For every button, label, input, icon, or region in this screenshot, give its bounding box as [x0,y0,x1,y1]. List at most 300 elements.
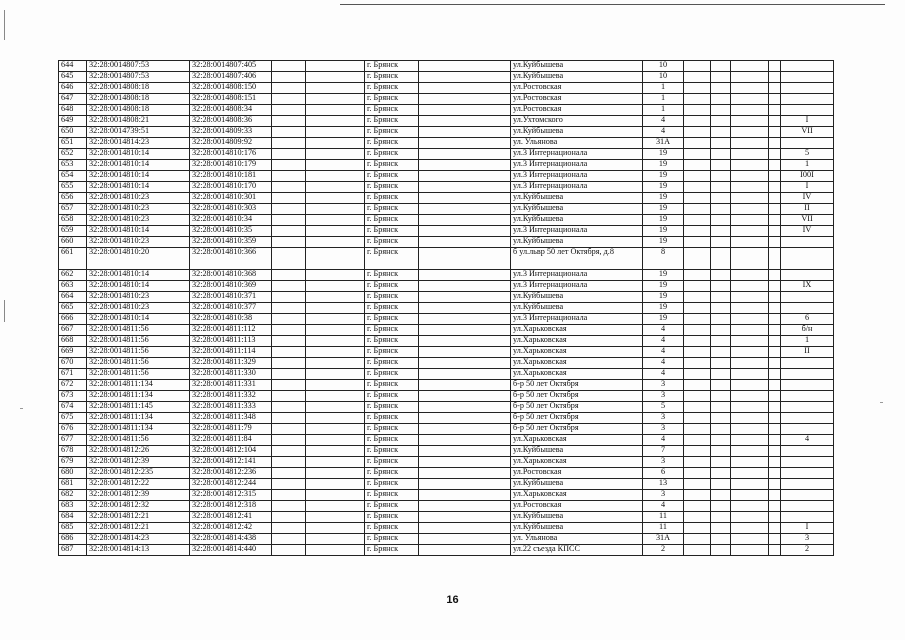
empty-cell [272,468,306,479]
street-cell: ул.Харьковская [511,457,643,468]
empty-cell [711,237,731,248]
house-cell: 3 [643,391,684,402]
house-cell: 31А [643,138,684,149]
empty-cell [419,512,511,523]
table-row [59,402,834,413]
register-table [58,60,834,556]
empty-cell [769,391,781,402]
land-plot-number-cell: 32:28:0014810:23 [87,237,190,248]
table-row [59,105,834,116]
empty-cell [711,435,731,446]
land-plot-number-cell: 32:28:0014814:23 [87,534,190,545]
house-cell: 19 [643,303,684,314]
object-number-cell: 32:28:0014812:141 [190,457,272,468]
street-cell: ул.Харьковская [511,435,643,446]
scan-speck [880,402,883,403]
empty-cell [731,270,769,281]
row-number-cell: 674 [59,402,87,413]
land-plot-number-cell: 32:28:0014808:21 [87,116,190,127]
apartment-cell: II [781,204,834,215]
row-number-cell: 653 [59,160,87,171]
row-number-cell: 665 [59,303,87,314]
empty-cell [272,105,306,116]
row-number-cell: 685 [59,523,87,534]
land-plot-number-cell: 32:28:0014808:18 [87,83,190,94]
table-row [59,204,834,215]
empty-cell [769,380,781,391]
street-cell: ул.Ростовская [511,105,643,116]
empty-cell [419,523,511,534]
row-number-cell: 677 [59,435,87,446]
land-plot-number-cell: 32:28:0014812:235 [87,468,190,479]
empty-cell [684,116,711,127]
empty-cell [419,314,511,325]
city-cell: г. Брянск [365,237,419,248]
land-plot-number-cell: 32:28:0014808:18 [87,105,190,116]
street-cell: б-р 50 лет Октября [511,380,643,391]
empty-cell [769,171,781,182]
table-row [59,149,834,160]
empty-cell [769,314,781,325]
house-cell: 7 [643,446,684,457]
empty-cell [731,391,769,402]
empty-cell [769,336,781,347]
empty-cell [306,182,365,193]
empty-cell [769,479,781,490]
empty-cell [272,270,306,281]
empty-cell [306,226,365,237]
land-plot-number-cell: 32:28:0014811:134 [87,413,190,424]
empty-cell [769,424,781,435]
street-cell: ул.3 Интернационала [511,281,643,292]
city-cell: г. Брянск [365,215,419,226]
empty-cell [731,182,769,193]
table-row [59,94,834,105]
empty-cell [731,160,769,171]
table-row [59,490,834,501]
house-cell: 4 [643,435,684,446]
object-number-cell: 32:28:0014811:112 [190,325,272,336]
empty-cell [306,160,365,171]
house-cell: 10 [643,61,684,72]
row-number-cell: 687 [59,545,87,556]
street-cell: ул.Харьковская [511,347,643,358]
object-number-cell: 32:28:0014810:176 [190,149,272,160]
register-rows [59,61,834,556]
street-cell: ул. Ульянова [511,138,643,149]
empty-cell [711,160,731,171]
empty-cell [731,490,769,501]
margin-tick [4,10,5,40]
land-plot-number-cell: 32:28:0014812:26 [87,446,190,457]
street-cell: ул.3 Интернационала [511,182,643,193]
city-cell: г. Брянск [365,138,419,149]
land-plot-number-cell: 32:28:0014811:56 [87,358,190,369]
table-row [59,479,834,490]
city-cell: г. Брянск [365,182,419,193]
street-cell: ул.Куйбышева [511,479,643,490]
object-number-cell: 32:28:0014810:371 [190,292,272,303]
row-number-cell: 656 [59,193,87,204]
empty-cell [272,182,306,193]
empty-cell [684,479,711,490]
row-number-cell: 666 [59,314,87,325]
empty-cell [419,237,511,248]
row-number-cell: 657 [59,204,87,215]
empty-cell [731,457,769,468]
row-number-cell: 668 [59,336,87,347]
empty-cell [419,435,511,446]
row-number-cell: 664 [59,292,87,303]
empty-cell [769,534,781,545]
row-number-cell: 659 [59,226,87,237]
land-plot-number-cell: 32:28:0014810:14 [87,160,190,171]
empty-cell [419,457,511,468]
empty-cell [711,424,731,435]
object-number-cell: 32:28:0014811:113 [190,336,272,347]
land-plot-number-cell: 32:28:0014812:39 [87,457,190,468]
row-number-cell: 649 [59,116,87,127]
empty-cell [711,545,731,556]
object-number-cell: 32:28:0014810:34 [190,215,272,226]
house-cell: 19 [643,292,684,303]
apartment-cell: I00I [781,171,834,182]
apartment-cell: б/н [781,325,834,336]
empty-cell [684,94,711,105]
apartment-cell [781,105,834,116]
empty-cell [684,149,711,160]
city-cell: г. Брянск [365,248,419,270]
empty-cell [769,215,781,226]
empty-cell [711,413,731,424]
object-number-cell: 32:28:0014811:84 [190,435,272,446]
city-cell: г. Брянск [365,226,419,237]
house-cell: 19 [643,171,684,182]
empty-cell [419,424,511,435]
empty-cell [272,292,306,303]
empty-cell [711,369,731,380]
empty-cell [711,402,731,413]
empty-cell [419,347,511,358]
land-plot-number-cell: 32:28:0014810:14 [87,182,190,193]
street-cell: ул.Куйбышева [511,303,643,314]
street-cell: ул.Куйбышева [511,237,643,248]
empty-cell [684,490,711,501]
empty-cell [306,127,365,138]
street-cell: ул.Куйбышева [511,215,643,226]
empty-cell [711,149,731,160]
empty-cell [731,193,769,204]
empty-cell [711,182,731,193]
empty-cell [419,105,511,116]
house-cell: 19 [643,215,684,226]
empty-cell [684,83,711,94]
table-row [59,358,834,369]
empty-cell [419,446,511,457]
apartment-cell: I [781,182,834,193]
apartment-cell: IV [781,226,834,237]
house-cell: 1 [643,105,684,116]
empty-cell [419,149,511,160]
row-number-cell: 661 [59,248,87,270]
empty-cell [306,446,365,457]
empty-cell [306,457,365,468]
empty-cell [769,358,781,369]
empty-cell [711,248,731,270]
row-number-cell: 662 [59,270,87,281]
city-cell: г. Брянск [365,457,419,468]
register-table-wrapper [58,60,833,556]
empty-cell [684,512,711,523]
city-cell: г. Брянск [365,435,419,446]
empty-cell [419,325,511,336]
object-number-cell: 32:28:0014807:405 [190,61,272,72]
land-plot-number-cell: 32:28:0014810:20 [87,248,190,270]
empty-cell [711,127,731,138]
empty-cell [272,314,306,325]
city-cell: г. Брянск [365,413,419,424]
empty-cell [769,347,781,358]
empty-cell [731,215,769,226]
apartment-cell: I [781,116,834,127]
empty-cell [306,347,365,358]
house-cell: 19 [643,314,684,325]
table-row [59,314,834,325]
empty-cell [769,237,781,248]
empty-cell [711,314,731,325]
empty-cell [306,512,365,523]
empty-cell [711,523,731,534]
empty-cell [272,457,306,468]
land-plot-number-cell: 32:28:0014811:134 [87,380,190,391]
city-cell: г. Брянск [365,523,419,534]
empty-cell [272,204,306,215]
empty-cell [272,303,306,314]
apartment-cell [781,270,834,281]
street-cell: б-р 50 лет Октября [511,424,643,435]
object-number-cell: 32:28:0014812:236 [190,468,272,479]
street-cell: ул.22 съезда КПСС [511,545,643,556]
empty-cell [272,358,306,369]
empty-cell [419,369,511,380]
empty-cell [306,215,365,226]
empty-cell [419,127,511,138]
empty-cell [731,149,769,160]
street-cell: ул.3 Интернационала [511,149,643,160]
empty-cell [306,138,365,149]
empty-cell [684,160,711,171]
apartment-cell [781,391,834,402]
city-cell: г. Брянск [365,303,419,314]
empty-cell [769,127,781,138]
empty-cell [684,347,711,358]
house-cell: 3 [643,424,684,435]
object-number-cell: 32:28:0014814:438 [190,534,272,545]
empty-cell [769,83,781,94]
empty-cell [769,292,781,303]
land-plot-number-cell: 32:28:0014811:56 [87,325,190,336]
empty-cell [684,105,711,116]
table-row [59,138,834,149]
empty-cell [711,270,731,281]
empty-cell [306,94,365,105]
empty-cell [684,314,711,325]
empty-cell [419,490,511,501]
apartment-cell [781,402,834,413]
street-cell: ул.Ухтомского [511,116,643,127]
empty-cell [711,94,731,105]
empty-cell [731,303,769,314]
land-plot-number-cell: 32:28:0014812:22 [87,479,190,490]
empty-cell [711,171,731,182]
empty-cell [711,512,731,523]
empty-cell [684,72,711,83]
empty-cell [769,116,781,127]
empty-cell [769,325,781,336]
city-cell: г. Брянск [365,325,419,336]
empty-cell [711,534,731,545]
empty-cell [272,336,306,347]
empty-cell [272,281,306,292]
city-cell: г. Брянск [365,94,419,105]
land-plot-number-cell: 32:28:0014810:23 [87,303,190,314]
empty-cell [684,237,711,248]
empty-cell [711,380,731,391]
land-plot-number-cell: 32:28:0014812:39 [87,490,190,501]
land-plot-number-cell: 32:28:0014811:134 [87,391,190,402]
apartment-cell [781,83,834,94]
empty-cell [684,325,711,336]
house-cell: 11 [643,512,684,523]
house-cell: 2 [643,545,684,556]
object-number-cell: 32:28:0014812:41 [190,512,272,523]
empty-cell [272,446,306,457]
empty-cell [731,534,769,545]
apartment-cell [781,413,834,424]
row-number-cell: 673 [59,391,87,402]
empty-cell [731,369,769,380]
street-cell: ул.Ростовская [511,83,643,94]
house-cell: 11 [643,523,684,534]
empty-cell [769,446,781,457]
empty-cell [711,138,731,149]
city-cell: г. Брянск [365,72,419,83]
object-number-cell: 32:28:0014810:366 [190,248,272,270]
table-row [59,325,834,336]
table-row [59,424,834,435]
row-number-cell: 654 [59,171,87,182]
object-number-cell: 32:28:0014812:315 [190,490,272,501]
city-cell: г. Брянск [365,105,419,116]
empty-cell [731,501,769,512]
empty-cell [306,116,365,127]
table-row [59,512,834,523]
table-row [59,380,834,391]
city-cell: г. Брянск [365,468,419,479]
empty-cell [306,391,365,402]
street-cell: ул.Харьковская [511,490,643,501]
empty-cell [272,61,306,72]
empty-cell [684,281,711,292]
object-number-cell: 32:28:0014809:33 [190,127,272,138]
empty-cell [684,391,711,402]
empty-cell [731,380,769,391]
house-cell: 19 [643,281,684,292]
empty-cell [711,501,731,512]
land-plot-number-cell: 32:28:0014810:14 [87,149,190,160]
empty-cell [272,479,306,490]
empty-cell [419,160,511,171]
row-number-cell: 676 [59,424,87,435]
empty-cell [419,303,511,314]
empty-cell [769,545,781,556]
table-row [59,369,834,380]
apartment-cell [781,138,834,149]
object-number-cell: 32:28:0014808:36 [190,116,272,127]
empty-cell [711,479,731,490]
table-row [59,281,834,292]
street-cell: б-р 50 лет Октября [511,413,643,424]
empty-cell [769,149,781,160]
empty-cell [711,193,731,204]
empty-cell [306,193,365,204]
street-cell: ул.3 Интернационала [511,270,643,281]
city-cell: г. Брянск [365,501,419,512]
object-number-cell: 32:28:0014814:440 [190,545,272,556]
land-plot-number-cell: 32:28:0014811:145 [87,402,190,413]
empty-cell [769,402,781,413]
city-cell: г. Брянск [365,314,419,325]
empty-cell [684,523,711,534]
object-number-cell: 32:28:0014808:151 [190,94,272,105]
empty-cell [711,72,731,83]
empty-cell [306,237,365,248]
object-number-cell: 32:28:0014811:329 [190,358,272,369]
city-cell: г. Брянск [365,479,419,490]
table-row [59,270,834,281]
row-number-cell: 682 [59,490,87,501]
empty-cell [272,369,306,380]
object-number-cell: 32:28:0014812:42 [190,523,272,534]
table-row [59,248,834,270]
empty-cell [419,336,511,347]
object-number-cell: 32:28:0014810:301 [190,193,272,204]
empty-cell [769,182,781,193]
empty-cell [711,281,731,292]
empty-cell [731,204,769,215]
object-number-cell: 32:28:0014811:333 [190,402,272,413]
table-row [59,193,834,204]
empty-cell [306,171,365,182]
empty-cell [419,501,511,512]
land-plot-number-cell: 32:28:0014810:23 [87,292,190,303]
empty-cell [711,215,731,226]
empty-cell [684,424,711,435]
empty-cell [419,72,511,83]
object-number-cell: 32:28:0014811:79 [190,424,272,435]
empty-cell [419,413,511,424]
empty-cell [731,479,769,490]
empty-cell [306,369,365,380]
empty-cell [272,94,306,105]
city-cell: г. Брянск [365,446,419,457]
object-number-cell: 32:28:0014811:348 [190,413,272,424]
empty-cell [731,325,769,336]
apartment-cell [781,358,834,369]
house-cell: 4 [643,369,684,380]
object-number-cell: 32:28:0014810:170 [190,182,272,193]
apartment-cell [781,248,834,270]
